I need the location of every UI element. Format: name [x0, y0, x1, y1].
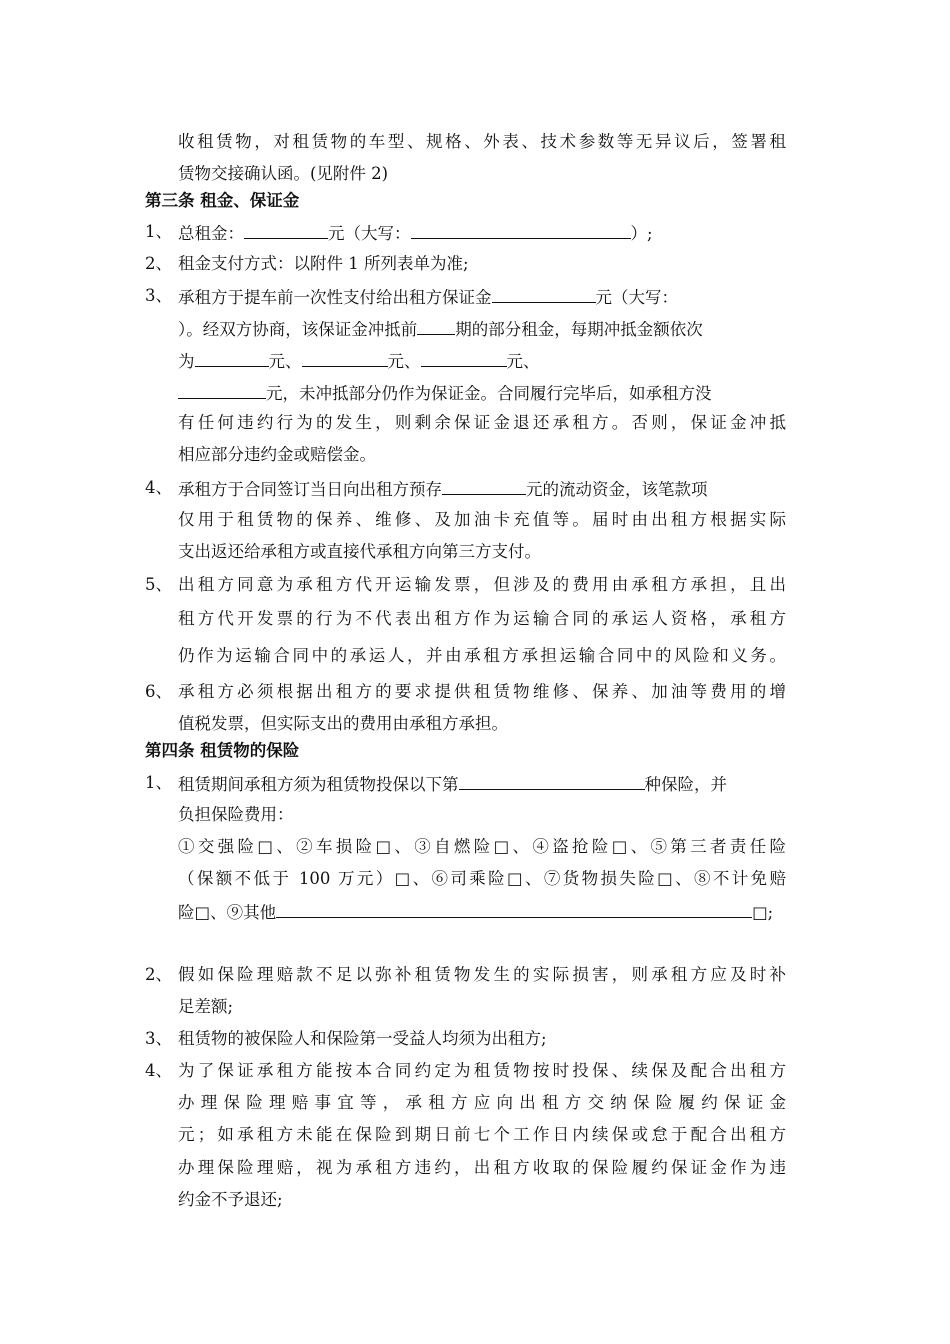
paragraph-line: 赁物交接确认函。(见附件 2) [178, 164, 389, 183]
item-number: 6、 [145, 682, 172, 701]
item-3-6-line: 值税发票，但实际支出的费用由承租方承担。 [178, 714, 508, 733]
item-4-1-line: 负担保险费用： [178, 805, 294, 824]
item-4-1-line [178, 772, 727, 796]
item-4-2-line: 假如保险理赔款不足以弥补租赁物发生的实际损害，则承租方应及时补 [178, 965, 786, 984]
item-3-4-line: 支出返还给承租方或直接代承租方向第三方支付。 [178, 542, 541, 561]
item-3-3-line [178, 317, 703, 341]
blank-amount [442, 477, 526, 495]
item-number: 5、 [145, 575, 172, 594]
item-number: 3、 [145, 1029, 172, 1048]
blank-amount [302, 349, 388, 367]
text: 险□、⑨其他 [178, 903, 277, 922]
blank-deposit [492, 285, 596, 303]
item-4-3-line: 租赁物的被保险人和保险第一受益人均须为出租方; [178, 1029, 547, 1048]
blank-periods [417, 317, 455, 335]
item-number: 1、 [145, 222, 172, 241]
text: 元、 [387, 352, 421, 371]
item-3-5-line: 出租方同意为承租方代开运输发票，但涉及的费用由承租方承担，且出 [178, 575, 786, 594]
blank-insurance-types [459, 772, 645, 790]
item-3-3-line: 有任何违约行为的发生，则剩余保证金退还承租方。否则，保证金冲抵 [178, 413, 786, 432]
blank-amount [244, 221, 328, 239]
paragraph-line: 收租赁物，对租赁物的车型、规格、外表、技术参数等无异议后，签署租 [178, 132, 786, 151]
item-number: 1、 [145, 773, 172, 792]
item-number: 2、 [145, 254, 172, 273]
text: 元、 [268, 352, 302, 371]
blank-amount [421, 349, 507, 367]
item-3-3-line [178, 349, 540, 373]
text: 期的部分租金，每期冲抵金额依次 [455, 320, 703, 339]
item-number: 4、 [145, 1061, 172, 1080]
item-4-4-line: 为了保证承租方能按本合同约定为租赁物按时投保、续保及配合出租方 [178, 1061, 786, 1080]
item-3-3-line [178, 285, 678, 309]
text: 元，未冲抵部分仍作为保证金。合同履行完毕后，如承租方没 [266, 384, 712, 403]
text: 承租方于合同签订当日向出租方预存 [178, 480, 442, 499]
item-3-4-line: 仅用于租赁物的保养、维修、及加油卡充值等。届时由出租方根据实际 [178, 510, 786, 529]
insurance-options-line: （保额不低于 100 万元）□、⑥司乘险□、⑦货物损失险□、⑧不计免赔 [178, 869, 786, 888]
text: 元的流动资金，该笔款项 [526, 480, 708, 499]
item-4-2-line: 足差额; [178, 997, 234, 1016]
item-number: 4、 [145, 478, 172, 497]
text: ）。经双方协商，该保证金冲抵前 [178, 320, 418, 339]
insurance-options-line: ①交强险□、②车损险□、③自燃险□、④盗抢险□、⑤第三者责任险 [178, 837, 786, 856]
item-4-4-line: 元；如承租方未能在保险到期日前七个工作日内续保或怠于配合出租方 [178, 1125, 786, 1144]
text: 种保险，并 [644, 775, 727, 794]
article-3-heading: 第三条 租金、保证金 [145, 191, 300, 210]
text: 租赁期间承租方须为租赁物投保以下第 [178, 775, 459, 794]
item-3-1-line [178, 221, 653, 245]
label-total-rent: 总租金： [178, 224, 244, 243]
item-number: 3、 [145, 286, 172, 305]
item-3-4-line [178, 477, 708, 501]
item-4-4-line: 办理保险理赔，视为承租方违约，出租方收取的保险履约保证金作为违 [178, 1158, 786, 1177]
item-3-5-line: 租方代开发票的行为不代表出租方作为运输合同的承运人资格，承租方 [178, 609, 786, 628]
item-3-3-line: 相应部分违约金或赔偿金。 [178, 445, 376, 464]
item-3-6-line: 承租方必须根据出租方的要求提供租赁物维修、保养、加油等费用的增 [178, 682, 786, 701]
text: 承租方于提车前一次性支付给出租方保证金 [178, 288, 492, 307]
item-4-4-line: 约金不予退还; [178, 1190, 283, 1209]
item-4-4-line: 办理保险理赔事宜等，承租方应向出租方交纳保险履约保证金 [178, 1093, 786, 1112]
text: 为 [178, 352, 195, 371]
item-3-2-line: 租金支付方式：以附件 1 所列表单为准; [178, 254, 469, 273]
article-4-heading: 第四条 租赁物的保险 [145, 741, 300, 760]
label-uppercase: 元（大写： [328, 224, 411, 243]
item-number: 2、 [145, 965, 172, 984]
text: 元（大写： [595, 288, 678, 307]
text: □; [752, 903, 774, 922]
insurance-options-line [178, 900, 773, 924]
item-3-5-line: 仍作为运输合同中的承运人，并由承租方承担运输合同中的风险和义务。 [178, 646, 786, 665]
blank-other-insurance [276, 900, 752, 918]
blank-uppercase [411, 221, 631, 239]
item-3-3-line [178, 381, 712, 405]
blank-amount [178, 381, 266, 399]
text: ）; [630, 224, 653, 243]
blank-amount [195, 349, 269, 367]
text: 元、 [506, 352, 540, 371]
